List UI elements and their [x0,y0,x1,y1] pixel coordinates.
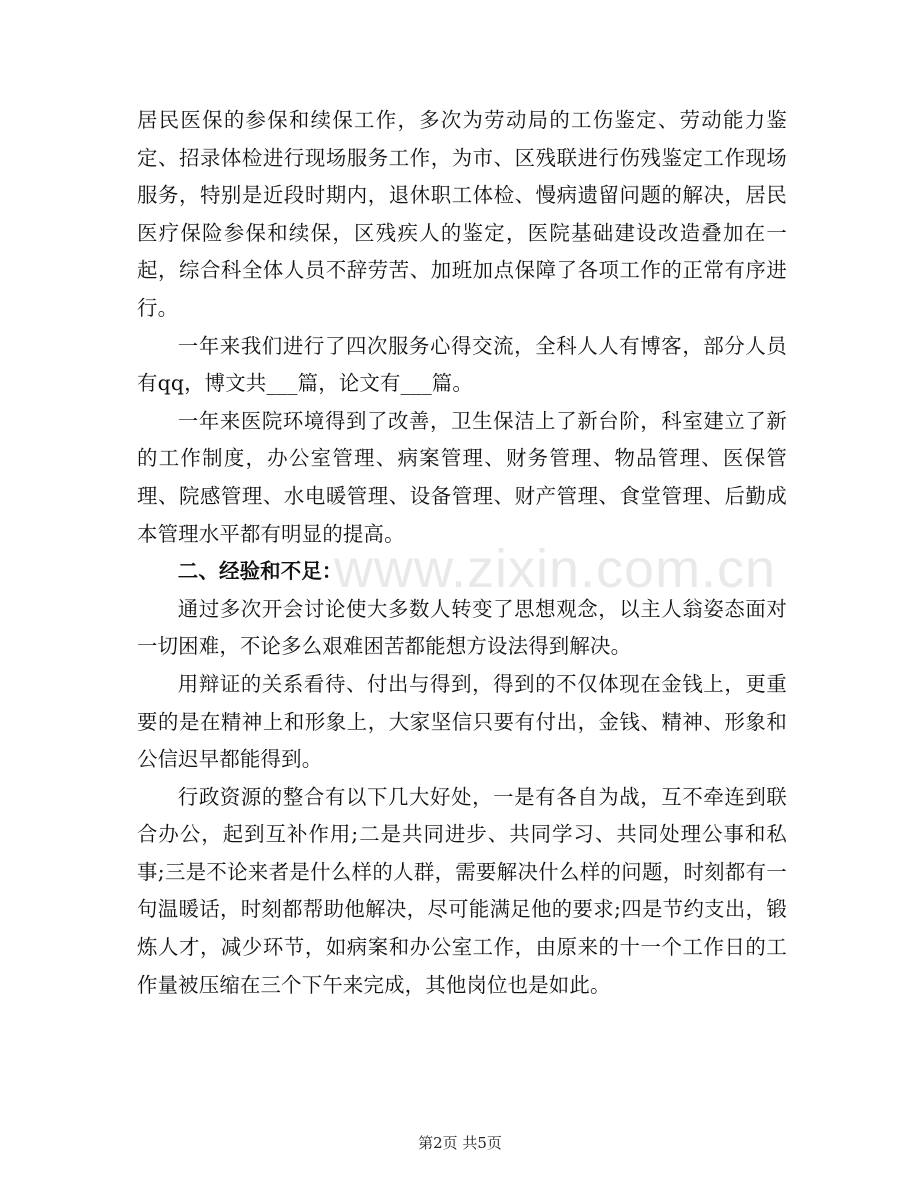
section-heading: 二、经验和不足： [177,559,343,584]
paragraph-dialectic: 用辩证的关系看待、付出与得到，得到的不仅体现在金钱上，更重要的是在精神上和形象上，大家坚信只要有付出，金钱、精神、形象和公信迟早都能得到。 [137,671,787,772]
paragraph-meetings: 通过多次开会讨论使大多数人转变了思想观念，以主人翁姿态面对一切困难，不论多么艰难困苦都能想方设法得到解决。 [137,596,787,659]
page-number-footer: 第2页 共5页 [418,1134,502,1152]
paragraph-resource-integration: 行政资源的整合有以下几大好处，一是有各自为战，互不牵连到联合办公，起到互补作用;二是共同进步、共同学习、共同处理公事和私事;三是不论来者是什么样的人群，需要解决什么样的问题，时刻都有一句温暖话，时刻都帮助他解决，尽可能满足他的要求;四是节约支出，锻炼人才，减少环节，如病案和办公室工作，由原来的十一个工作日的工作量被压缩在三个下午来完成，其他岗位也是如此。 [137,784,787,997]
watermark: www.zixin.com.cn [334,539,777,599]
paragraph-continuation: 居民医保的参保和续保工作，多次为劳动局的工伤鉴定、劳动能力鉴定、招录体检进行现场服务工作，为市、区残联进行伤残鉴定工作现场服务，特别是近段时期内，退休职工体检、慢病遗留问题的解决，居民医疗保险参保和续保，区残疾人的鉴定，医院基础建设改造叠加在一起，综合科全体人员不辞劳苦、加班加点保障了各项工作的正常有序进行。 [137,108,787,320]
document-body [137,102,787,1004]
paragraph-blog-exchange: 一年来我们进行了四次服务心得交流，全科人人有博客，部分人员有qq，博文共___篇，论文有___篇。 [137,333,787,396]
paragraph-environment: 一年来医院环境得到了改善，卫生保洁上了新台阶，科室建立了新的工作制度，办公室管理、病案管理、财务管理、物品管理、医保管理、院感管理、水电暖管理、设备管理、财产管理、食堂管理、后勤成本管理水平都有明显的提高。 [137,408,787,546]
